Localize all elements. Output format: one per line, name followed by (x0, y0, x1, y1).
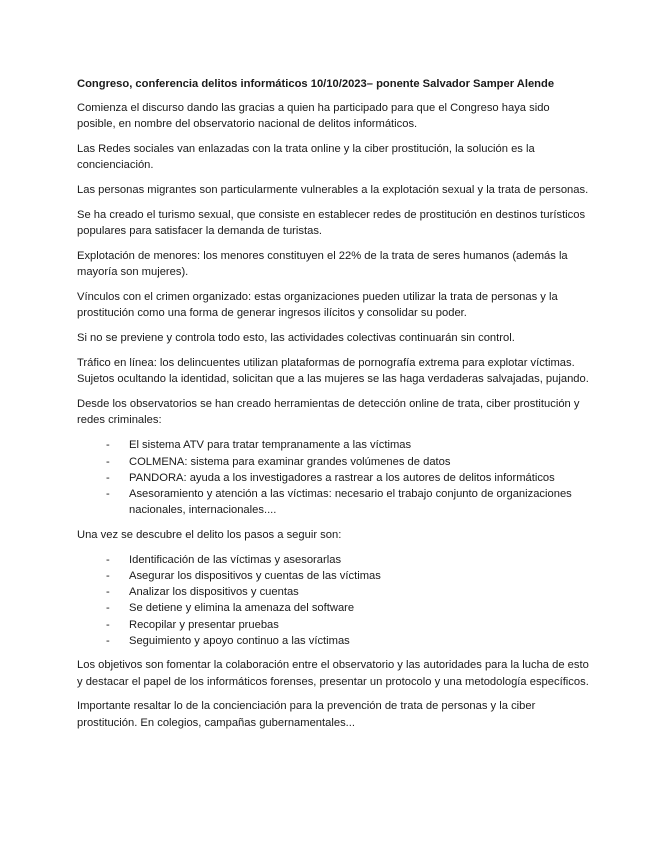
list-item-text: El sistema ATV para tratar tempranamente a las víctimas (129, 439, 412, 452)
list-item (77, 584, 589, 600)
paragraph-organized-crime: Vínculos con el crimen organizado: estas organizaciones pueden utilizar la trata de personas y la prostitución como una forma de generar ingresos ilícitos y consolidar su poder. (77, 291, 558, 320)
list-item-text: Identificación de las víctimas y asesorarlas (129, 553, 342, 566)
paragraph-steps-intro: Una vez se descubre el delito los pasos a seguir son: (77, 528, 342, 541)
list-item (77, 552, 589, 568)
list-item-text: Asesoramiento y atención a las víctimas: necesario el trabajo conjunto de organizaciones nacionales, internacionales.... (129, 488, 572, 517)
list-item-text: Analizar los dispositivos y cuentas (129, 586, 299, 599)
list-item (77, 568, 589, 584)
list-item (77, 486, 589, 519)
list-item (77, 470, 589, 486)
bullet-dash: - (106, 569, 110, 582)
bullet-dash: - (106, 488, 110, 501)
paragraph-social-networks: Las Redes sociales van enlazadas con la trata online y la ciber prostitución, la solución es la concienciación. (77, 143, 535, 172)
paragraph-awareness: Importante resaltar lo de la concienciación para la prevención de trata de personas y la ciber prostitución. En colegios, campañas gubernamentales... (77, 700, 536, 729)
bullet-dash: - (106, 471, 110, 484)
paragraph-online-traffic: Tráfico en línea: los delincuentes utilizan plataformas de pornografía extrema para explotar víctimas. Sujetos ocultando la identidad, solicitan que a las mujeres se las haga verdaderas salvajadas, pujando. (77, 357, 589, 386)
bullet-dash: - (106, 602, 110, 615)
bullet-dash: - (106, 439, 110, 452)
list-item-text: COLMENA: sistema para examinar grandes volúmenes de datos (129, 455, 451, 468)
paragraph-objectives: Los objetivos son fomentar la colaboración entre el observatorio y las autoridades para la lucha de esto y destacar el papel de los informáticos forenses, presentar un protocolo y una metodología específicos. (77, 659, 589, 688)
paragraph-sex-tourism: Se ha creado el turismo sexual, que consiste en establecer redes de prostitución en destinos turísticos populares para satisfacer la demanda de turistas. (77, 208, 586, 238)
paragraph-detection-tools-intro: Desde los observatorios se han creado herramientas de detección online de trata, ciber prostitución y redes criminales: (77, 398, 580, 427)
list-item (77, 454, 589, 470)
tools-list (77, 437, 589, 518)
list-item (77, 633, 589, 649)
bullet-dash: - (106, 455, 110, 468)
document-title: Congreso, conferencia delitos informáticos 10/10/2023– ponente Salvador Samper Alende (77, 78, 555, 90)
list-item-text: Se detiene y elimina la amenaza del software (129, 602, 355, 615)
paragraph-minors: Explotación de menores: los menores constituyen el 22% de la trata de seres humanos (además la mayoría son mujeres). (77, 250, 568, 279)
list-item-text: Recopilar y presentar pruebas (129, 618, 279, 631)
list-item-text: Seguimiento y apoyo continuo a las víctimas (129, 635, 350, 648)
list-item-text: PANDORA: ayuda a los investigadores a rastrear a los autores de delitos informáticos (129, 471, 555, 484)
bullet-dash: - (106, 618, 110, 631)
paragraph-migrants: Las personas migrantes son particularmente vulnerables a la explotación sexual y la trata de personas. (77, 184, 589, 197)
paragraph-prevention: Si no se previene y controla todo esto, las actividades colectivas continuarán sin control. (77, 332, 515, 345)
bullet-dash: - (106, 586, 110, 599)
paragraph-opening-thanks: Comienza el discurso dando las gracias a quien ha participado para que el Congreso haya sido posible, en nombre del observatorio nacional de delitos informáticos. (77, 102, 550, 131)
list-item (77, 437, 589, 453)
bullet-dash: - (106, 553, 110, 566)
list-item-text: Asegurar los dispositivos y cuentas de las víctimas (129, 569, 381, 582)
bullet-dash: - (106, 635, 110, 648)
list-item (77, 600, 589, 616)
steps-list (77, 552, 589, 650)
list-item (77, 617, 589, 633)
